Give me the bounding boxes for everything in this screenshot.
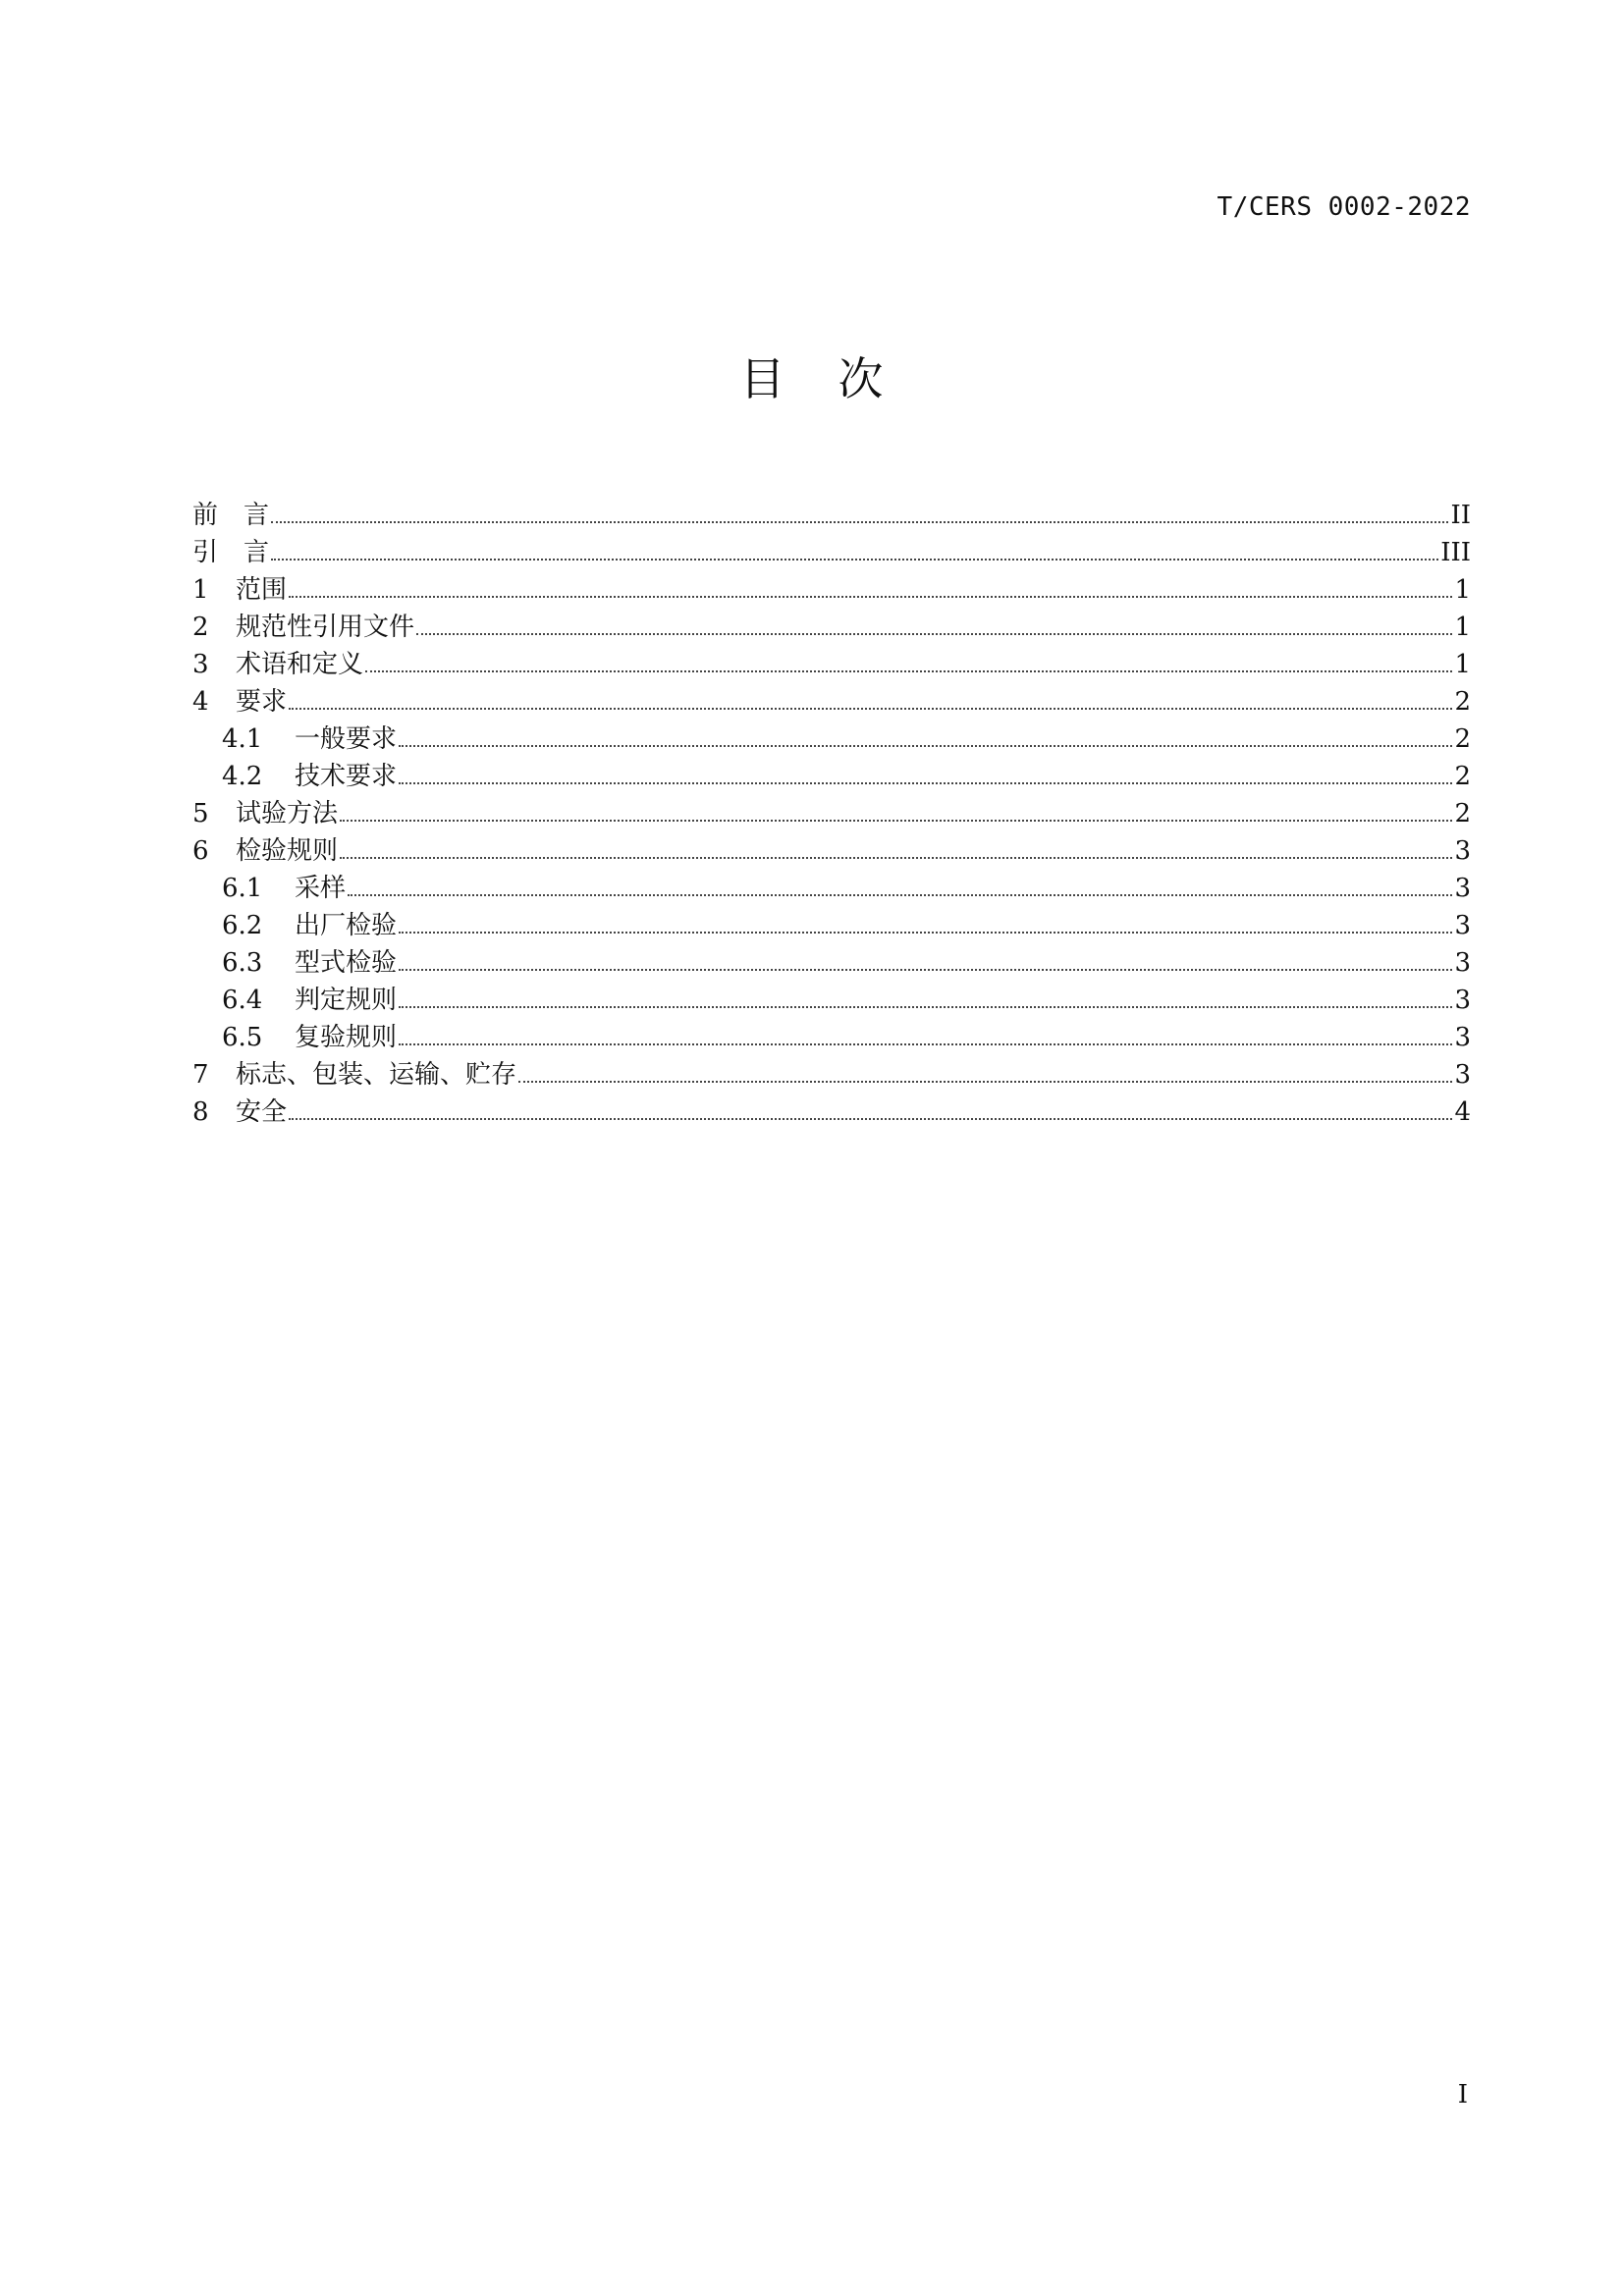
- toc-entry-number: 6.1: [222, 874, 263, 903]
- toc-entry[interactable]: [192, 571, 1471, 609]
- toc-dot-leader: [271, 559, 1438, 561]
- toc-entry-label: 判定规则: [295, 986, 398, 1015]
- toc-entry[interactable]: [192, 683, 1471, 721]
- toc-entry[interactable]: [192, 870, 1471, 907]
- toc-entry-number: 4: [192, 687, 209, 717]
- toc-dot-leader: [518, 1081, 1452, 1083]
- toc-dot-leader: [289, 596, 1452, 598]
- toc-dot-leader: [271, 521, 1448, 523]
- toc-dot-leader: [416, 633, 1452, 635]
- toc-entry[interactable]: [192, 609, 1471, 646]
- table-of-contents: [192, 497, 1471, 1131]
- toc-entry[interactable]: [192, 758, 1471, 795]
- toc-entry-label: 一般要求: [295, 724, 398, 754]
- toc-entry-page: 4: [1454, 1097, 1471, 1127]
- toc-dot-leader: [399, 932, 1452, 934]
- toc-entry[interactable]: [192, 907, 1471, 944]
- toc-entry-number: 7: [192, 1060, 209, 1090]
- toc-entry[interactable]: [192, 1056, 1471, 1094]
- toc-entry-page: 3: [1454, 986, 1471, 1015]
- toc-entry-page: 3: [1454, 874, 1471, 903]
- toc-entry-page: 3: [1454, 836, 1471, 866]
- toc-dot-leader: [365, 670, 1452, 672]
- toc-entry-label: 规范性引用文件: [236, 613, 415, 642]
- toc-entry-label: 检验规则: [236, 836, 339, 866]
- toc-entry-page: 1: [1454, 575, 1471, 605]
- toc-entry-label: 引 言: [192, 538, 270, 567]
- toc-entry-page: 2: [1454, 724, 1471, 754]
- toc-entry-page: 2: [1454, 799, 1471, 828]
- toc-entry-number: 4.2: [222, 762, 263, 791]
- toc-dot-leader: [289, 1118, 1452, 1120]
- toc-entry-page: II: [1450, 501, 1471, 530]
- toc-entry-label: 要求: [236, 687, 288, 717]
- toc-entry-label: 试验方法: [236, 799, 339, 828]
- toc-entry[interactable]: [192, 721, 1471, 758]
- toc-entry-page: 1: [1454, 613, 1471, 642]
- toc-entry-number: 6.5: [222, 1023, 263, 1052]
- toc-entry-number: 6.3: [222, 948, 263, 978]
- toc-entry-label: 范围: [236, 575, 288, 605]
- toc-entry-number: 2: [192, 613, 209, 642]
- toc-dot-leader: [340, 820, 1452, 822]
- toc-entry-page: 3: [1454, 1023, 1471, 1052]
- toc-entry-page: III: [1440, 538, 1471, 567]
- toc-dot-leader: [399, 1043, 1452, 1045]
- toc-dot-leader: [399, 745, 1452, 747]
- toc-entry-label: 术语和定义: [236, 650, 364, 679]
- toc-entry-label: 技术要求: [295, 762, 398, 791]
- toc-entry[interactable]: [192, 944, 1471, 982]
- toc-entry-number: 5: [192, 799, 209, 828]
- toc-dot-leader: [289, 708, 1452, 710]
- toc-entry-label: 复验规则: [295, 1023, 398, 1052]
- toc-entry[interactable]: [192, 1019, 1471, 1056]
- toc-entry[interactable]: [192, 982, 1471, 1019]
- toc-entry-number: 1: [192, 575, 209, 605]
- toc-entry-label: 标志、包装、运输、贮存: [236, 1060, 517, 1090]
- toc-entry-page: 3: [1454, 948, 1471, 978]
- toc-entry-number: 8: [192, 1097, 209, 1127]
- toc-entry-page: 2: [1454, 687, 1471, 717]
- toc-entry[interactable]: [192, 497, 1471, 534]
- toc-dot-leader: [399, 782, 1452, 784]
- toc-entry-number: 6.2: [222, 911, 263, 940]
- toc-dot-leader: [340, 857, 1452, 859]
- toc-dot-leader: [399, 1006, 1452, 1008]
- title-char-2: 次: [838, 352, 884, 405]
- toc-entry-number: 3: [192, 650, 209, 679]
- toc-entry-page: 1: [1454, 650, 1471, 679]
- page-title: [0, 344, 1623, 408]
- toc-entry[interactable]: [192, 534, 1471, 571]
- standard-code: T/CERS 0002-2022: [1217, 192, 1471, 222]
- toc-entry-label: 型式检验: [295, 948, 398, 978]
- toc-entry-page: 2: [1454, 762, 1471, 791]
- toc-entry-label: 采样: [295, 874, 347, 903]
- toc-dot-leader: [348, 894, 1452, 896]
- title-char-1: 目: [739, 352, 785, 405]
- toc-dot-leader: [399, 969, 1452, 971]
- toc-entry[interactable]: [192, 795, 1471, 832]
- toc-entry-label: 出厂检验: [295, 911, 398, 940]
- toc-entry-page: 3: [1454, 911, 1471, 940]
- page-number: I: [1457, 2080, 1468, 2109]
- toc-entry-label: 安全: [236, 1097, 288, 1127]
- toc-entry-label: 前 言: [192, 501, 270, 530]
- toc-entry-number: 4.1: [222, 724, 263, 754]
- toc-entry-number: 6.4: [222, 986, 263, 1015]
- toc-entry[interactable]: [192, 1094, 1471, 1131]
- toc-entry[interactable]: [192, 832, 1471, 870]
- toc-entry-number: 6: [192, 836, 209, 866]
- toc-entry[interactable]: [192, 646, 1471, 683]
- toc-entry-page: 3: [1454, 1060, 1471, 1090]
